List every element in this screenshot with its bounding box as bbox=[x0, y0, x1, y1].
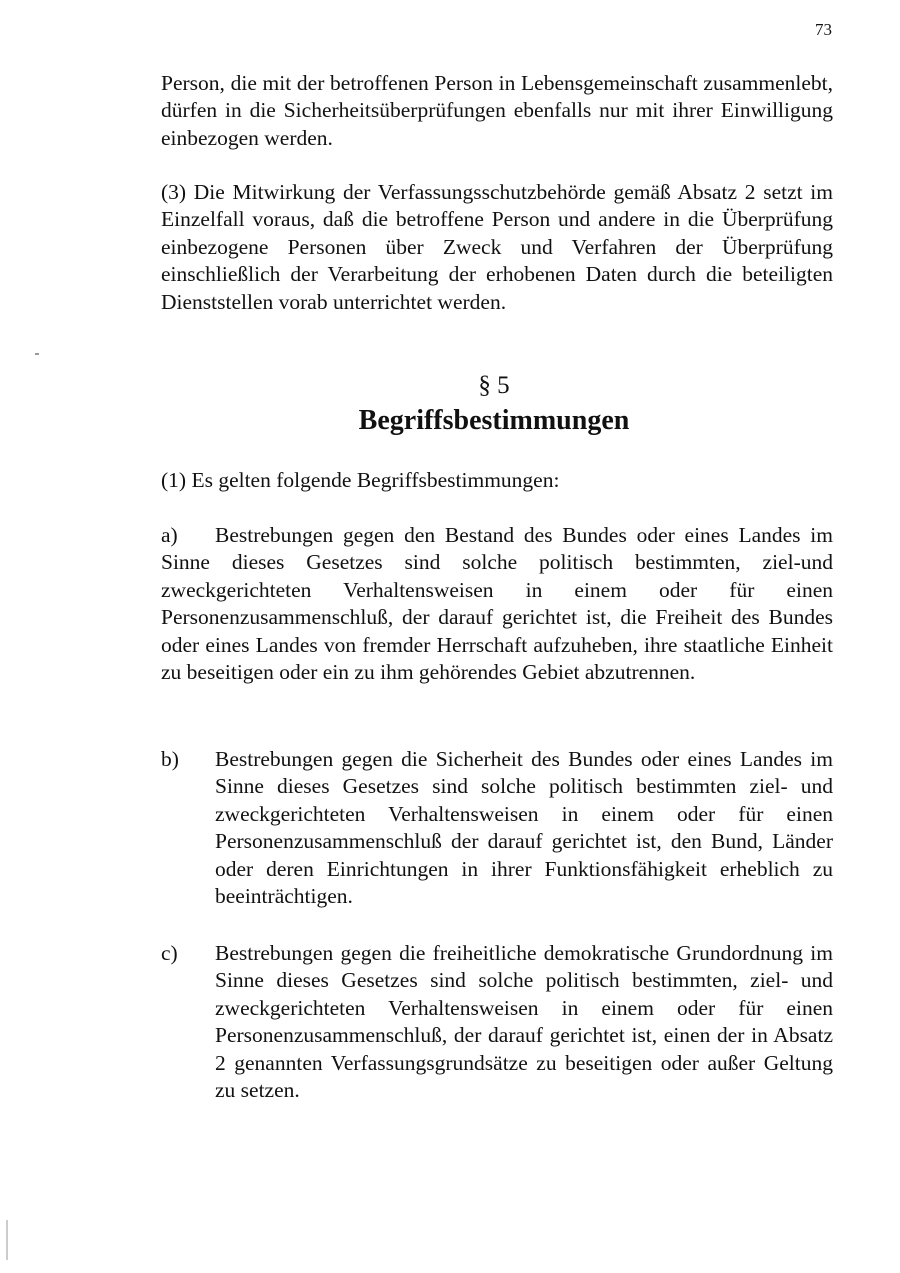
paragraph-absatz-3: (3) Die Mitwirkung der Verfassungsschutzbehörde gemäß Absatz 2 setzt im Einzelfall voraus, daß die betroffene Person und andere in die Überprüfung einbezogene Personen über Zweck und Verfahren der Überprüfung einschließlich der Verarbeitung der erhobenen Daten durch die beteiligten Dienststellen vorab unterrichtet werden. bbox=[161, 180, 833, 314]
item-c-marker: c) bbox=[161, 941, 178, 965]
item-a-marker: a) bbox=[161, 523, 178, 547]
section-intro: (1) Es gelten folgende Begriffsbestimmungen: bbox=[161, 468, 560, 492]
paragraph-continuation: Person, die mit der betroffenen Person in Lebensgemeinschaft zusammenlebt, dürfen in die Sicherheitsüberprüfungen ebenfalls nur mit ihrer Einwilligung einbezogen werden. bbox=[161, 71, 833, 150]
item-a bbox=[161, 522, 833, 686]
item-b-text: Bestrebungen gegen die Sicherheit des Bundes oder eines Landes im Sinne dieses Gesetzes sind solche politisch bestimmten ziel- und zweckgerichteten Verhaltensweisen in einem oder für einen Personenzusammenschluß der darauf gerichtet ist, den Bund, Länder oder deren Einrichtungen in ihrer Funktionsfähigkeit erheblich zu beeinträchtigen. bbox=[215, 747, 833, 909]
section-title: Begriffsbestimmungen bbox=[358, 405, 630, 436]
section-number: § 5 bbox=[478, 372, 510, 399]
page-number: 73 bbox=[815, 20, 832, 39]
scan-edge-mark bbox=[6, 1220, 8, 1260]
item-a-text: Bestrebungen gegen den Bestand des Bundes oder eines Landes im Sinne dieses Gesetzes sind solche politisch bestimmten, ziel-und zweckgerichteten Verhaltensweisen in einem oder für einen Personenzusammenschluß, der darauf gerichtet ist, die Freiheit des Bundes oder eines Landes von fremder Herrschaft aufzuheben, ihre staatliche Einheit zu beseitigen oder ein zu ihm gehörendes Gebiet abzutrennen. bbox=[161, 523, 833, 685]
item-b-marker: b) bbox=[161, 747, 179, 771]
item-c-text: Bestrebungen gegen die freiheitliche demokratische Grundordnung im Sinne dieses Gesetzes sind solche politisch bestimmten, ziel- und zweckgerichteten Verhaltensweisen in einem oder für einen Personenzusammenschluß, der darauf gerichtet ist, einen der in Absatz 2 genannten Verfassungsgrundsätze zu beseitigen oder außer Geltung zu setzen. bbox=[215, 941, 833, 1103]
scan-speck bbox=[35, 353, 39, 355]
